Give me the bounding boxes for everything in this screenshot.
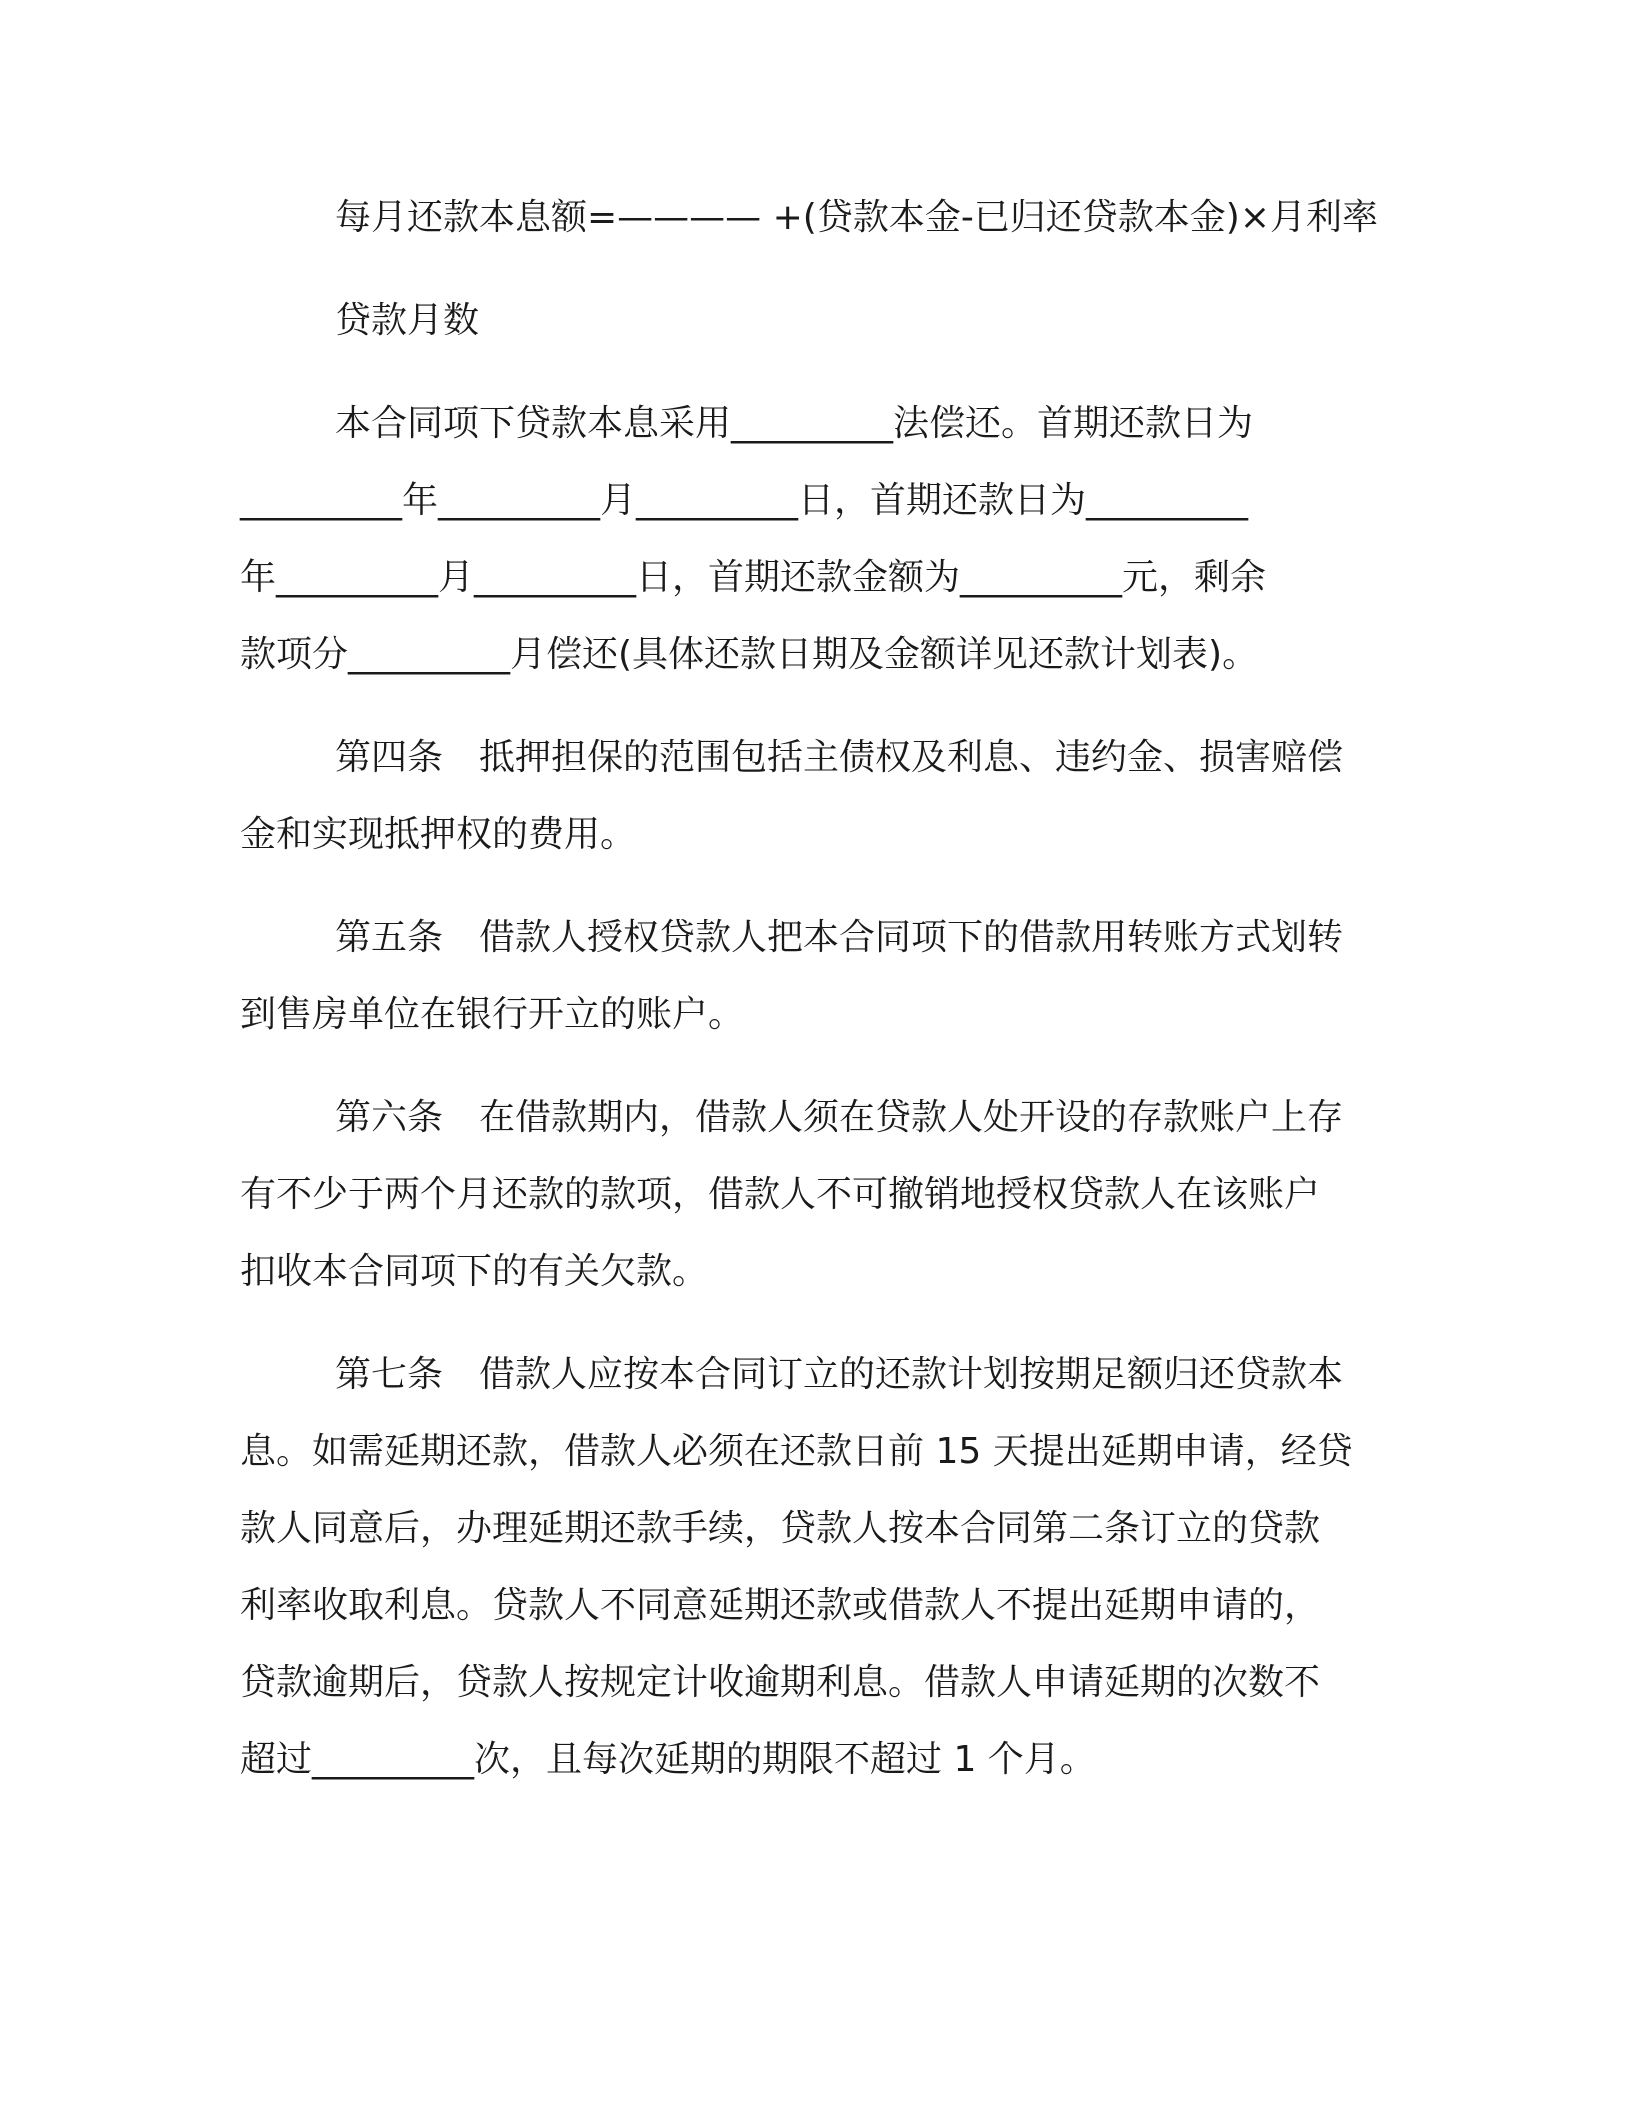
article-7-line-5: 贷款逾期后，贷款人按规定计收逾期利息。借款人申请延期的次数不 [240,1662,1321,1703]
article-4-line-2: 金和实现抵押权的费用。 [240,814,637,855]
article-7-line-3: 款人同意后，办理延期还款手续，贷款人按本合同第二条订立的贷款 [240,1508,1321,1549]
repayment-line-2: _________年_________月_________日，首期还款日为_________ [240,480,1249,521]
repayment-line-3: 年_________月_________日，首期还款金额为_________元，剩余 [240,557,1267,598]
article-6-line-1: 第六条 在借款期内，借款人须在贷款人处开设的存款账户上存 [335,1097,1344,1138]
article-4-line-1: 第四条 抵押担保的范围包括主债权及利息、违约金、损害赔偿 [335,737,1344,778]
article-7-line-4: 利率收取利息。贷款人不同意延期还款或借款人不提出延期申请的， [240,1585,1321,1626]
article-7-line-6: 超过_________次，且每次延期的期限不超过 1 个月。 [240,1739,1096,1780]
formula-line-1: 每月还款本息额=———— +(贷款本金-已归还贷款本金)×月利率 [335,197,1379,238]
article-6-line-2: 有不少于两个月还款的款项，借款人不可撤销地授权贷款人在该账户 [240,1174,1321,1215]
repayment-line-1: 本合同项下贷款本息采用_________法偿还。首期还款日为 [335,403,1254,444]
article-7-line-1: 第七条 借款人应按本合同订立的还款计划按期足额归还贷款本 [335,1354,1344,1395]
article-6-line-3: 扣收本合同项下的有关欠款。 [240,1251,709,1292]
article-5-line-2: 到售房单位在银行开立的账户。 [240,994,745,1035]
article-5-line-1: 第五条 借款人授权贷款人把本合同项下的借款用转账方式划转 [335,917,1344,958]
article-7-line-2: 息。如需延期还款，借款人必须在还款日前 15 天提出延期申请，经贷 [240,1431,1353,1472]
repayment-line-4: 款项分_________月偿还(具体还款日期及金额详见还款计划表)。 [240,634,1259,675]
formula-line-2: 贷款月数 [335,300,480,341]
